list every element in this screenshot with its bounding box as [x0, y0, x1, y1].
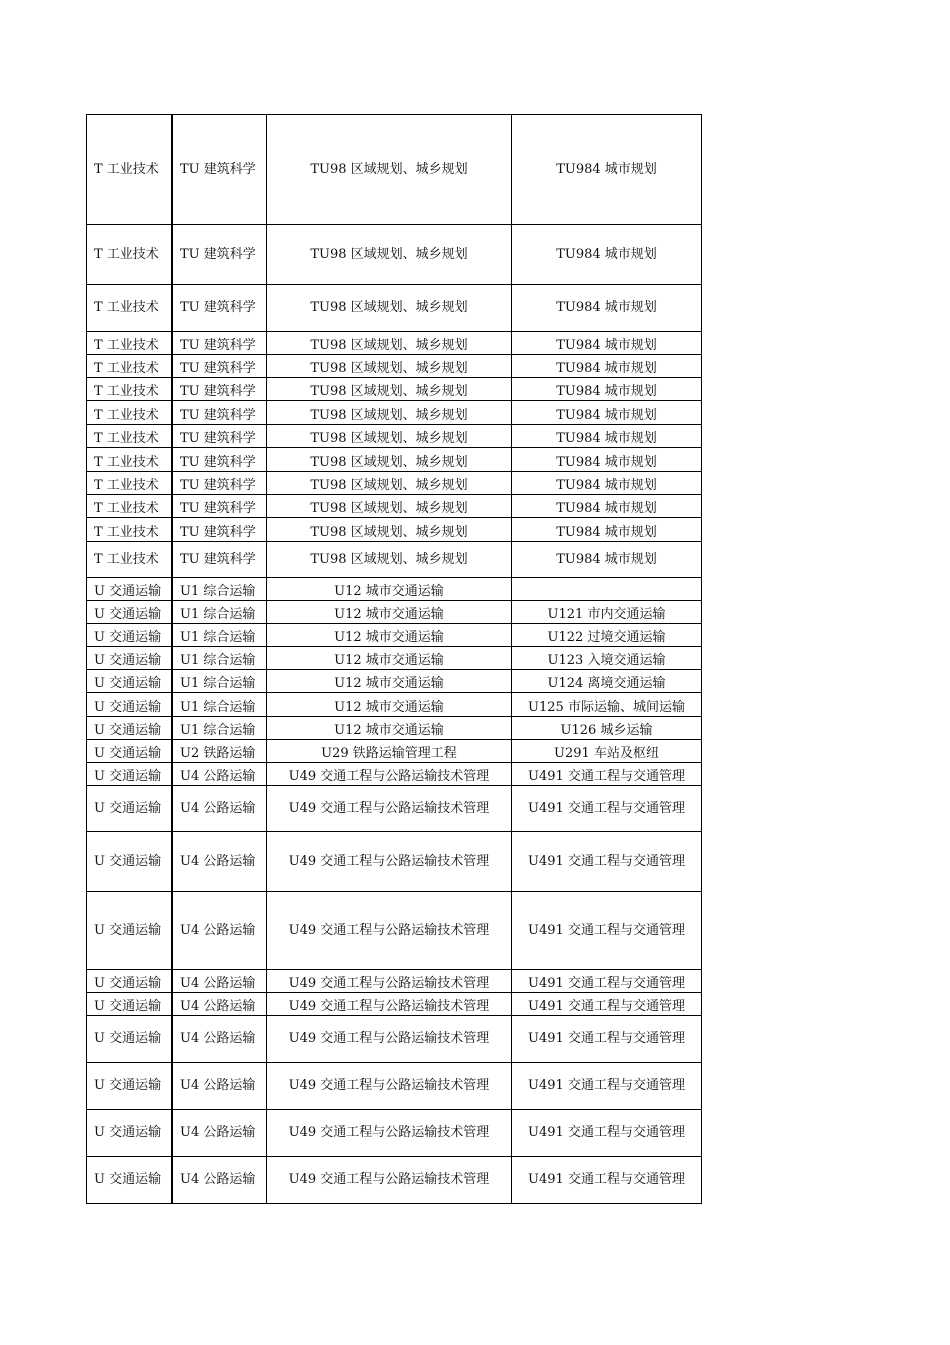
table-row [86, 472, 702, 495]
table-row [86, 285, 702, 332]
subcategory-cell: U4 公路运输 [173, 832, 267, 891]
category-cell: U 交通运输 [86, 647, 173, 669]
subclass-cell: TU984 城市规划 [512, 495, 702, 517]
subcategory-cell: TU 建筑科学 [173, 425, 267, 447]
category-cell: U 交通运输 [86, 601, 173, 623]
table-row [86, 425, 702, 448]
subcategory-cell: U4 公路运输 [173, 892, 267, 969]
class-cell: TU98 区域规划、城乡规划 [267, 355, 512, 377]
category-cell: T 工业技术 [86, 495, 173, 517]
class-cell: U12 城市交通运输 [267, 717, 512, 739]
category-cell: U 交通运输 [86, 717, 173, 739]
subclass-cell: U124 离境交通运输 [512, 670, 702, 692]
class-cell: U49 交通工程与公路运输技术管理 [267, 786, 512, 831]
subcategory-cell: TU 建筑科学 [173, 472, 267, 494]
table-row [86, 624, 702, 647]
table-row [86, 740, 702, 763]
subcategory-cell: TU 建筑科学 [173, 378, 267, 400]
category-cell: T 工业技术 [86, 225, 173, 284]
class-cell: U49 交通工程与公路运输技术管理 [267, 1016, 512, 1062]
subcategory-cell: TU 建筑科学 [173, 542, 267, 577]
subclass-cell [512, 578, 702, 600]
category-cell: U 交通运输 [86, 786, 173, 831]
table-row [86, 401, 702, 425]
category-cell: U 交通运输 [86, 670, 173, 692]
category-cell: U 交通运输 [86, 832, 173, 891]
subcategory-cell: U1 综合运输 [173, 670, 267, 692]
class-cell: U49 交通工程与公路运输技术管理 [267, 892, 512, 969]
class-cell: U49 交通工程与公路运输技术管理 [267, 970, 512, 992]
table-row [86, 495, 702, 518]
table-row [86, 993, 702, 1016]
subcategory-cell: U1 综合运输 [173, 601, 267, 623]
subclass-cell: U491 交通工程与交通管理 [512, 786, 702, 831]
table-row [86, 1110, 702, 1157]
classification-table [86, 114, 702, 1204]
table-row [86, 717, 702, 740]
class-cell: TU98 区域规划、城乡规划 [267, 495, 512, 517]
table-row [86, 1063, 702, 1110]
subclass-cell: U491 交通工程与交通管理 [512, 892, 702, 969]
subclass-cell: U121 市内交通运输 [512, 601, 702, 623]
subclass-cell: U125 市际运输、城间运输 [512, 693, 702, 716]
class-cell: U12 城市交通运输 [267, 670, 512, 692]
subcategory-cell: U1 综合运输 [173, 578, 267, 600]
category-cell: U 交通运输 [86, 1063, 173, 1109]
subclass-cell: TU984 城市规划 [512, 355, 702, 377]
table-row [86, 786, 702, 832]
class-cell: U49 交通工程与公路运输技术管理 [267, 1157, 512, 1203]
subclass-cell: U291 车站及枢纽 [512, 740, 702, 762]
table-row [86, 1016, 702, 1063]
subcategory-cell: U1 综合运输 [173, 647, 267, 669]
subcategory-cell: U4 公路运输 [173, 1157, 267, 1203]
class-cell: TU98 区域规划、城乡规划 [267, 401, 512, 424]
subcategory-cell: U1 综合运输 [173, 717, 267, 739]
class-cell: TU98 区域规划、城乡规划 [267, 448, 512, 471]
class-cell: TU98 区域规划、城乡规划 [267, 332, 512, 354]
class-cell: U29 铁路运输管理工程 [267, 740, 512, 762]
table-row [86, 114, 702, 225]
subcategory-cell: U4 公路运输 [173, 993, 267, 1015]
subcategory-cell: U4 公路运输 [173, 1110, 267, 1156]
subclass-cell: U491 交通工程与交通管理 [512, 1063, 702, 1109]
class-cell: TU98 区域规划、城乡规划 [267, 472, 512, 494]
subclass-cell: U491 交通工程与交通管理 [512, 832, 702, 891]
category-cell: U 交通运输 [86, 1016, 173, 1062]
table-row [86, 332, 702, 355]
category-cell: T 工业技术 [86, 425, 173, 447]
subclass-cell: U491 交通工程与交通管理 [512, 763, 702, 785]
table-row [86, 892, 702, 970]
category-cell: T 工业技术 [86, 355, 173, 377]
category-cell: U 交通运输 [86, 993, 173, 1015]
subclass-cell: TU984 城市规划 [512, 425, 702, 447]
subclass-cell: TU984 城市规划 [512, 115, 702, 224]
table-row [86, 1157, 702, 1204]
category-cell: T 工业技术 [86, 401, 173, 424]
table-row [86, 647, 702, 670]
subcategory-cell: TU 建筑科学 [173, 225, 267, 284]
table-row [86, 601, 702, 624]
subclass-cell: TU984 城市规划 [512, 285, 702, 331]
category-cell: U 交通运输 [86, 740, 173, 762]
subcategory-cell: U1 综合运输 [173, 693, 267, 716]
subclass-cell: TU984 城市规划 [512, 448, 702, 471]
subcategory-cell: TU 建筑科学 [173, 115, 267, 224]
table-row [86, 832, 702, 892]
class-cell: U12 城市交通运输 [267, 624, 512, 646]
category-cell: T 工业技术 [86, 448, 173, 471]
class-cell: U12 城市交通运输 [267, 601, 512, 623]
table-row [86, 763, 702, 786]
category-cell: T 工业技术 [86, 542, 173, 577]
table-row [86, 578, 702, 601]
category-cell: T 工业技术 [86, 472, 173, 494]
class-cell: U49 交通工程与公路运输技术管理 [267, 1110, 512, 1156]
class-cell: U49 交通工程与公路运输技术管理 [267, 832, 512, 891]
category-cell: U 交通运输 [86, 578, 173, 600]
subcategory-cell: TU 建筑科学 [173, 332, 267, 354]
table-row [86, 225, 702, 285]
table-row [86, 670, 702, 693]
subclass-cell: U491 交通工程与交通管理 [512, 1157, 702, 1203]
subcategory-cell: TU 建筑科学 [173, 495, 267, 517]
class-cell: U49 交通工程与公路运输技术管理 [267, 1063, 512, 1109]
category-cell: T 工业技术 [86, 285, 173, 331]
class-cell: TU98 区域规划、城乡规划 [267, 542, 512, 577]
subclass-cell: U123 入境交通运输 [512, 647, 702, 669]
table-row [86, 355, 702, 378]
class-cell: TU98 区域规划、城乡规划 [267, 115, 512, 224]
category-cell: T 工业技术 [86, 378, 173, 400]
subclass-cell: TU984 城市规划 [512, 332, 702, 354]
table-row [86, 448, 702, 472]
class-cell: U49 交通工程与公路运输技术管理 [267, 763, 512, 785]
class-cell: U12 城市交通运输 [267, 578, 512, 600]
class-cell: TU98 区域规划、城乡规划 [267, 425, 512, 447]
table-row [86, 518, 702, 542]
subcategory-cell: TU 建筑科学 [173, 448, 267, 471]
class-cell: TU98 区域规划、城乡规划 [267, 225, 512, 284]
subcategory-cell: U4 公路运输 [173, 1016, 267, 1062]
category-cell: T 工业技术 [86, 518, 173, 541]
subclass-cell: TU984 城市规划 [512, 518, 702, 541]
subclass-cell: U126 城乡运输 [512, 717, 702, 739]
subcategory-cell: TU 建筑科学 [173, 355, 267, 377]
category-cell: T 工业技术 [86, 115, 173, 224]
category-cell: U 交通运输 [86, 970, 173, 992]
category-cell: U 交通运输 [86, 624, 173, 646]
class-cell: U49 交通工程与公路运输技术管理 [267, 993, 512, 1015]
table-row [86, 970, 702, 993]
class-cell: TU98 区域规划、城乡规划 [267, 285, 512, 331]
class-cell: U12 城市交通运输 [267, 693, 512, 716]
category-cell: U 交通运输 [86, 1110, 173, 1156]
subclass-cell: TU984 城市规划 [512, 472, 702, 494]
class-cell: TU98 区域规划、城乡规划 [267, 518, 512, 541]
subcategory-cell: U4 公路运输 [173, 763, 267, 785]
subclass-cell: U491 交通工程与交通管理 [512, 1110, 702, 1156]
table-row [86, 378, 702, 401]
subclass-cell: U491 交通工程与交通管理 [512, 970, 702, 992]
subcategory-cell: TU 建筑科学 [173, 285, 267, 331]
category-cell: U 交通运输 [86, 892, 173, 969]
subclass-cell: TU984 城市规划 [512, 401, 702, 424]
subclass-cell: U491 交通工程与交通管理 [512, 1016, 702, 1062]
subclass-cell: U122 过境交通运输 [512, 624, 702, 646]
subcategory-cell: U2 铁路运输 [173, 740, 267, 762]
subcategory-cell: TU 建筑科学 [173, 518, 267, 541]
subcategory-cell: TU 建筑科学 [173, 401, 267, 424]
subclass-cell: TU984 城市规划 [512, 225, 702, 284]
subclass-cell: U491 交通工程与交通管理 [512, 993, 702, 1015]
subcategory-cell: U4 公路运输 [173, 786, 267, 831]
subcategory-cell: U4 公路运输 [173, 1063, 267, 1109]
category-cell: U 交通运输 [86, 763, 173, 785]
subclass-cell: TU984 城市规划 [512, 542, 702, 577]
subclass-cell: TU984 城市规划 [512, 378, 702, 400]
subcategory-cell: U4 公路运输 [173, 970, 267, 992]
table-row [86, 542, 702, 578]
subcategory-cell: U1 综合运输 [173, 624, 267, 646]
category-cell: U 交通运输 [86, 1157, 173, 1203]
category-cell: U 交通运输 [86, 693, 173, 716]
class-cell: TU98 区域规划、城乡规划 [267, 378, 512, 400]
class-cell: U12 城市交通运输 [267, 647, 512, 669]
category-cell: T 工业技术 [86, 332, 173, 354]
table-row [86, 693, 702, 717]
